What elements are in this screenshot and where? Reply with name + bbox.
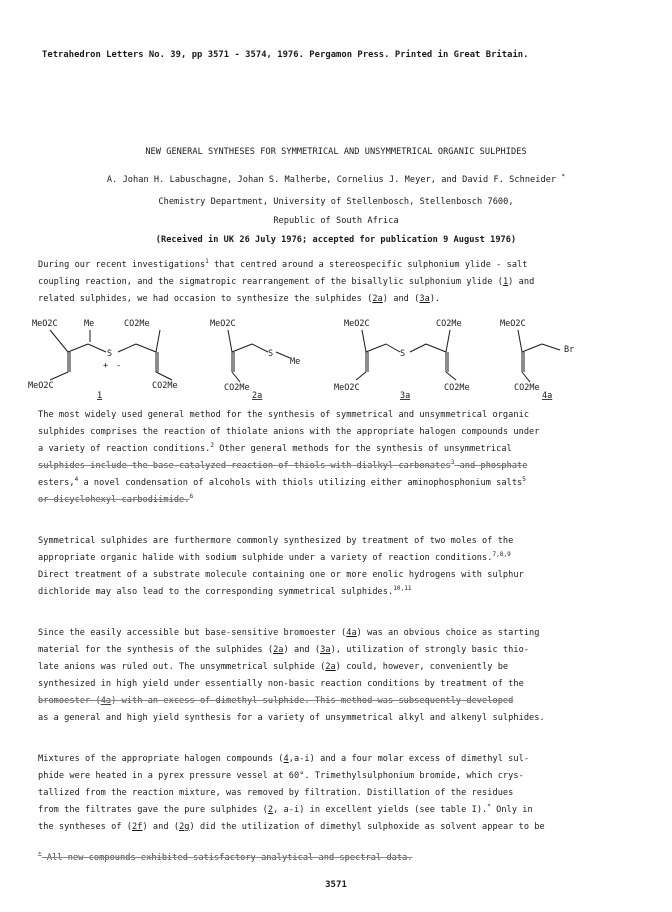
compound-ref: 2a bbox=[372, 294, 383, 304]
s1-sulphur: S bbox=[107, 349, 113, 359]
p2-line-6: or dicyclohexyl carbodiimide.$^6$ bbox=[38, 493, 194, 505]
s1-minus: - bbox=[116, 361, 122, 371]
p4-line-5: bromoester (4a) with an excess of dimethyl sulphide. This method was subsequently developed bbox=[38, 696, 514, 706]
s1-label: 1 bbox=[97, 391, 103, 400]
p4-line-4: synthesized in high yield under essentially non-basic reaction conditions by treatment of the bbox=[38, 679, 524, 689]
s3-bottom-right: CO2Me bbox=[444, 383, 470, 393]
author-mark: * bbox=[561, 173, 566, 180]
p1-line-1: During our recent investigations$^1$ that centred around a stereospecific sulphonium ylide - salt bbox=[38, 258, 528, 270]
page-number: 3571 bbox=[325, 880, 347, 890]
s4-label: 4a bbox=[542, 391, 553, 400]
s2-label: 2a bbox=[252, 391, 263, 400]
p5-line-3: tallized from the reaction mixture, was removed by filtration. Distillation of the residues bbox=[38, 788, 514, 798]
s1-methyl: Me bbox=[84, 319, 95, 329]
p5-line-2: phide were heated in a pyrex pressure vessel at 60°. Trimethylsulphonium bromide, which crys- bbox=[38, 771, 524, 781]
s1-top-right: CO2Me bbox=[124, 319, 150, 329]
s2-sulphur: S bbox=[268, 349, 274, 359]
article-title: NEW GENERAL SYNTHESES FOR SYMMETRICAL AND UNSYMMETRICAL ORGANIC SULPHIDES bbox=[145, 147, 527, 157]
s2-top-left: MeO2C bbox=[210, 319, 236, 329]
received-line: (Received in UK 26 July 1976; accepted for publication 9 August 1976) bbox=[155, 235, 517, 245]
s3-bottom-left: MeO2C bbox=[334, 383, 360, 393]
affiliation-line-2: Republic of South Africa bbox=[273, 216, 399, 226]
p2-line-5: esters,$^4$ a novel condensation of alcohols with thiols utilizing either aminophosphonium salts$^5$ bbox=[38, 476, 526, 488]
s2-methyl: Me bbox=[290, 357, 301, 367]
affiliation-line-1: Chemistry Department, University of Stellenbosch, Stellenbosch 7600, bbox=[158, 197, 514, 207]
p2-line-1: The most widely used general method for the synthesis of symmetrical and unsymmetrical organic bbox=[38, 410, 530, 420]
s1-bottom-right: CO2Me bbox=[152, 381, 178, 391]
p5-line-1: Mixtures of the appropriate halogen compounds (4,a-i) and a four molar excess of dimethyl sul- bbox=[38, 754, 530, 764]
p1-line-3: related sulphides, we had occasion to synthesize the sulphides (2a) and (3a). bbox=[38, 294, 441, 304]
chemical-structures bbox=[0, 310, 672, 400]
p3-line-3: Direct treatment of a substrate molecule containing one or more enolic hydrogens with sulphur bbox=[38, 570, 524, 580]
s1-bottom-left: MeO2C bbox=[28, 381, 54, 391]
footnote: * All new compounds exhibited satisfactory analytical and spectral data. bbox=[38, 851, 413, 863]
s3-label: 3a bbox=[400, 391, 411, 400]
p3-line-4: dichloride may also lead to the corresponding symmetrical sulphides.$^{10,11}$ bbox=[38, 585, 412, 597]
s3-sulphur: S bbox=[400, 349, 406, 359]
compound-ref: 3a bbox=[419, 294, 430, 304]
journal-header: Tetrahedron Letters No. 39, pp 3571 - 3574, 1976. Pergamon Press. Printed in Great Britain. bbox=[42, 50, 529, 60]
p2-line-2: sulphides comprises the reaction of thiolate anions with the appropriate halogen compounds under bbox=[38, 427, 540, 437]
footnote-mark: * bbox=[38, 851, 42, 858]
compound-ref: 1 bbox=[502, 277, 509, 287]
s4-bromine: Br bbox=[564, 345, 575, 355]
p4-line-3: late anions was ruled out. The unsymmetrical sulphide (2a) could, however, conveniently be bbox=[38, 662, 509, 672]
p4-line-2: material for the synthesis of the sulphides (2a) and (3a), utilization of strongly basic thio- bbox=[38, 645, 530, 655]
p5-line-5: the syntheses of (2f) and (2g) did the utilization of dimethyl sulphoxide as solvent appear to be bbox=[38, 822, 545, 832]
s1-plus: + bbox=[103, 361, 109, 371]
p4-line-6: as a general and high yield synthesis for a variety of unsymmetrical alkyl and alkenyl sulphides. bbox=[38, 713, 545, 723]
p3-line-2: appropriate organic halide with sodium sulphide under a variety of reaction conditions.$^{7,8,9}$ bbox=[38, 551, 511, 563]
p4-line-1: Since the easily accessible but base-sensitive bromoester (4a) was an obvious choice as starting bbox=[38, 628, 540, 638]
p3-line-1: Symmetrical sulphides are furthermore commonly synthesized by treatment of two moles of the bbox=[38, 536, 514, 546]
s1-top-left: MeO2C bbox=[32, 319, 58, 329]
p2-line-3: a variety of reaction conditions.$^2$ Other general methods for the synthesis of unsymmetrical bbox=[38, 442, 512, 454]
s4-top-left: MeO2C bbox=[500, 319, 526, 329]
p1-line-2: coupling reaction, and the sigmatropic rearrangement of the bisallylic sulphonium ylide (1) and bbox=[38, 277, 535, 287]
author-line bbox=[0, 175, 672, 185]
s3-top-right: CO2Me bbox=[436, 319, 462, 329]
s2-bottom-left: CO2Me bbox=[224, 383, 250, 393]
p2-line-4: sulphides include the base-catalyzed reaction of thiols with dialkyl carbonates$^3$ and phosphate bbox=[38, 459, 528, 471]
authors: A. Johan H. Labuschagne, Johan S. Malherbe, Cornelius J. Meyer, and David F. Schneider bbox=[106, 175, 557, 185]
p5-line-4: from the filtrates gave the pure sulphides (2, a-i) in excellent yields (see table I).* Only in bbox=[38, 803, 533, 815]
s4-bottom-left: CO2Me bbox=[514, 383, 540, 393]
s3-top-left: MeO2C bbox=[344, 319, 370, 329]
